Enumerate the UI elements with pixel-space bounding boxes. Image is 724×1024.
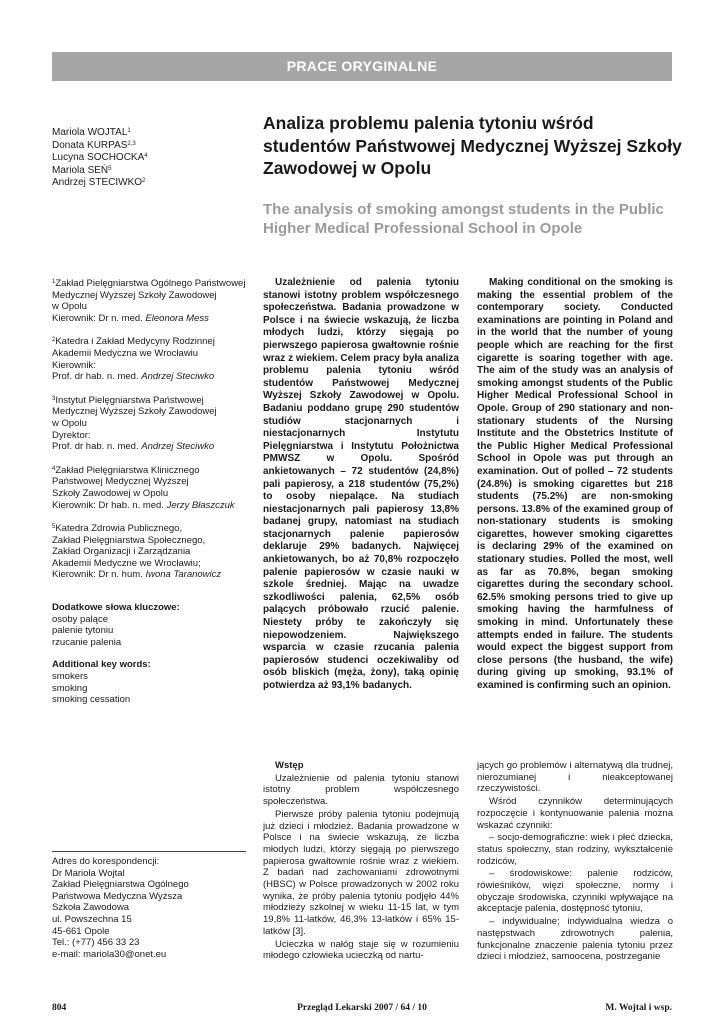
article-title-english: The analysis of smoking amongst students in the Public Higher Medical Professional School in Opole <box>263 201 664 237</box>
abstract-english: Making conditional on the smoking is making the essential problem of the contemporary society. Conducted examinations are pointing in Poland and in the world that the number of young people which are reaching for the first cigarette is soaring together with age. The aim of the study was an analysis of smoking amongst students of the Public Higher Medical Professional School in Opole. Group of 290 stationary and non-stationary students of the Nursing Institute and the Obstetrics Institute of the Public Higher Medical Professional School in Opole was put through an examination. Out of polled – 72 students (24.8%) is smoking cigarettes but 218 students (75.2%) are non-smoking persons. 13.8% of the examined group of non-stationary students is smoking cigarettes, however smoking cigarettes is declaring 29% of the examined on stationary studies. Polled the most, well as far as 70.8%, began smoking cigarettes during the secondary school. 62.5% smoking persons tried to give up smoking having the harmfulness of smoking in mind. Unfortunately these attempts ended in failure. The students would expect the biggest support from close persons (the husband, the wife) during giving up smoking, 93.1% of examined is confirming such an opinion. <box>477 277 673 691</box>
body-paragraph: – indywidualne; indywidualna wiedza o następstwach zdrowotnych palenia, funkcjonalne znaczenie palenia tytoniu przez dzieci i młodzież, samoocena, postrzeganie <box>477 916 673 963</box>
affiliation-item: $^3$Instytut Pielęgniarstwa Państwowej Medycznej Wyższej Szkoły Zawodowej w Opolu Dyrektor: Prof. dr hab. n. med. Andrzej Steciwko <box>52 394 217 453</box>
author-list <box>52 126 242 189</box>
article-title-polish: Analiza problemu palenia tytoniu wśród studentów Państwowej Medycznej Wyższej Szkoły Zawodowej w Opolu <box>263 113 682 178</box>
author-item: Mariola SEŃ$^5$ <box>52 164 112 176</box>
body-paragraph: Ucieczka w nałóg staje się w rozumieniu młodego człowieka ucieczką od nartu- <box>263 938 459 962</box>
affiliation-item: $^5$Katedra Zdrowia Publicznego, Zakład Pielęgniarstwa Społecznego, Zakład Organizacji i Zarządzania Akademii Medyczne we Wrocławiu; Kierownik: Dr n. hum. Iwona Taranowicz <box>52 523 222 581</box>
page-footer <box>52 1003 672 1017</box>
section-heading: Wstęp <box>275 760 304 771</box>
body-paragraph: – środowiskowe: palenie rodziców, rówieśników, więzi społeczne, normy i obyczaje środowiska, czynniki wpływające na akceptacje palenia, dostępność tytoniu, <box>477 868 673 915</box>
author-item: Donata KURPAS$^{2,3}$ <box>52 139 136 151</box>
correspondence-divider <box>52 851 246 852</box>
author-item: Andrzej STECIWKO$^2$ <box>52 177 146 188</box>
keywords-english: Additional key words: smokers smoking smoking cessation <box>52 659 151 706</box>
body-paragraph: Pierwsze próby palenia tytoniu podejmują już dzieci i młodzież. Badania prowadzone w Polsce i na świecie wskazują, że liczba młodych ludzi, którzy sięgają po pierwszego papierosa gwałtownie rośnie wraz z wiekiem. Z badań nad zachowaniami zdrowotnymi (HBSC) w Polsce prowadzonych w 2002 roku wynika, że próby palenia tytoniu podjęło 44% młodzieży szkolnej w wieku 11-15 lat, w tym 19,8% 11-latków, 46,3% 13-latków i 65% 15-latków [3]. <box>263 808 459 937</box>
keywords-polish: Dodatkowe słowa kluczowe: osoby palące palenie tytoniu rzucanie palenia <box>52 602 180 648</box>
keywords <box>52 602 252 717</box>
correspondence-address: Adres do korespondencji: Dr Mariola Wojtal Zakład Pielęgniarstwa Ogólnego Państwowa Medyczna Wyższa Szkoła Zawodowa ul. Powszechna 15 45-661 Opole Tel.: (+77) 456 33 23 e-mail: mariola30@onet.eu <box>52 856 189 960</box>
body-column-right <box>477 760 673 964</box>
section-banner: PRACE ORYGINALNE <box>52 52 672 81</box>
affiliation-item: $^1$Zakład Pielęgniarstwa Ogólnego Państwowej Medycznej Wyższej Szkoły Zawodowej w Opolu Kierownik: Dr n. med. Eleonora Mess <box>52 278 246 324</box>
affiliation-item: $^2$Katedra i Zakład Medycyny Rodzinnej Akademii Medyczna we Wrocławiu Kierownik: Prof. dr hab. n. med. Andrzej Steciwko <box>52 336 215 383</box>
abstract-polish: Uzależnienie od palenia tytoniu stanowi istotny problem współczesnego społeczeństwa. Badania prowadzone w Polsce i na świecie wskazują, że liczba młodych ludzi, którzy sięgają po pierwszego papierosa gwałtownie rośnie wraz z wiekiem. Celem pracy była analiza problemu palenia tytoniu wśród studentów Państwowej Medycznej Wyższej Szkoły Zawodowej w Opolu. Badaniu poddano grupę 290 studentów studiów stacjonarnych i niestacjonarnych Instytutu Pielęgniarstwa i Instytutu Położnictwa PMWSZ w Opolu. Spośród ankietowanych – 72 studentów (24,8%) pali papierosy, a 218 studentów (75,2%) to osoby niepalące. Na studiach niestacjonarnych pali papierosy 13,8% badanej grupy, natomiast na studiach stacjonarnych palenie papierosów deklaruje 29% badanych. Najwięcej ankietowanych, bo aż 70,8% rozpoczęło palenie papierosów w czasie nauki w szkole średniej. Mając na uwadze szkodliwości palenia, 62,5% osób palących próbowało rzucić palenie. Niestety próby te zakończyły się niepowodzeniem. Największego wsparcia w czasie rzucania palenia papierosów studenci oczekiwaliby od osób bliskich (męża, żony), taką opinię potwierdza aż 93,1% badanych. <box>263 277 459 691</box>
running-author: M. Wojtal i wsp. <box>605 1003 672 1013</box>
body-paragraph: – socjo-demograficzne: wiek i płeć dziecka, status społeczny, stan rodziny, wykształcenie rodziców, <box>477 832 673 867</box>
body-paragraph: Uzależnienie od palenia tytoniu stanowi istotny problem współczesnego społeczeństwa. <box>263 772 459 808</box>
body-column-left <box>263 760 459 963</box>
affiliations <box>52 277 252 592</box>
affiliation-item: $^4$Zakład Pielęgniarstwa Klinicznego Państwowej Medycznej Wyższej Szkoły Zawodowej w Opolu Kierownik: Dr hab. n. med. Jerzy Błaszczuk <box>52 464 235 511</box>
author-item: Mariola WOJTAL$^1$ <box>52 127 131 138</box>
body-paragraph: jących go problemów i alternatywą dla trudnej, nierozumianej i nieakceptowanej rzeczywistości. <box>477 760 673 795</box>
page-number: 804 <box>52 1003 67 1013</box>
author-item: Lucyna SOCHOCKA$^4$ <box>52 152 148 163</box>
journal-citation: Przegląd Lekarski 2007 / 64 / 10 <box>297 1003 427 1013</box>
body-paragraph: Wśród czynników determinujących rozpoczęcie i kontynuowanie palenia można wskazać czynniki: <box>477 796 673 831</box>
